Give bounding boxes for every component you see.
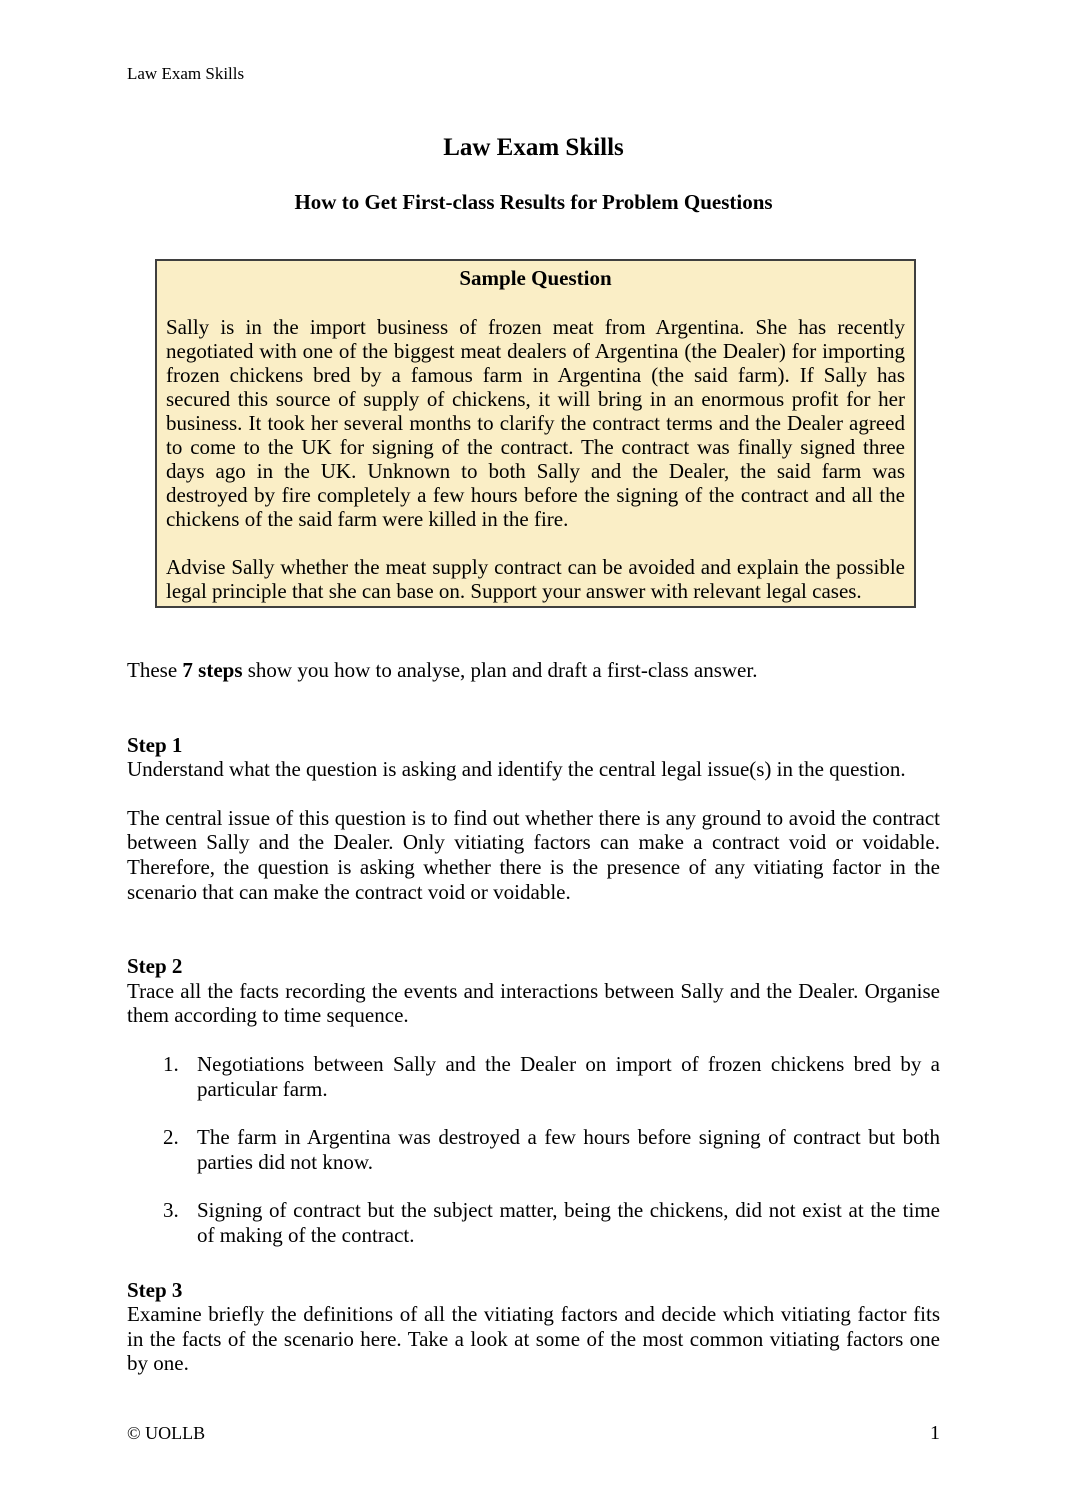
sample-question-body: Sally is in the import business of frozen meat from Argentina. She has recently negotiated with one of the biggest meat dealers of Argentina (the Dealer) for importing frozen chickens bred by a famous farm in Argentina (the said farm). If Sally has secured this source of supply of chickens, it will bring in an enormous profit for her business. It took her several months to clarify the contract terms and the Dealer agreed to come to the UK for signing of the contract. The contract was finally signed three days ago in the UK. Unknown to both Sally and the Dealer, the said farm was destroyed by fire completely a few hours before the signing of the contract and all the chickens of the said farm were killed in the fire. xyxy=(166,315,905,531)
list-item-3-text: Signing of contract but the subject matter, being the chickens, did not exist at the time of making of the contract. xyxy=(197,1198,940,1247)
page-title: Law Exam Skills xyxy=(443,134,624,161)
list-item-1-number: 1. xyxy=(163,1051,179,1076)
page-footer xyxy=(127,1422,940,1445)
step-2-section xyxy=(127,954,940,1028)
step-3-description: Examine briefly the definitions of all the vitiating factors and decide which vitiating factor fits in the facts of the scenario here. Take a look at some of the most common vitiating factors one by one. xyxy=(127,1302,940,1376)
page-subtitle: How to Get First-class Results for Problem Questions xyxy=(294,190,773,214)
step-1-description: Understand what the question is asking and identify the central legal issue(s) in the question. xyxy=(127,757,906,782)
step-3-section xyxy=(127,1278,940,1376)
step-2-description: Trace all the facts recording the events and interactions between Sally and the Dealer. Organise them according to time sequence. xyxy=(127,978,940,1028)
intro-suffix: show you how to analyse, plan and draft a first-class answer. xyxy=(242,658,758,682)
step-1-analysis: The central issue of this question is to find out whether there is any ground to avoid the contract between Sally and the Dealer. Only vitiating factors can make a contract void or voidable. Therefore, the question is asking whether there is the presence of any vitiating factor in the scenario that can make the contract void or voidable. xyxy=(127,805,940,904)
running-header: Law Exam Skills xyxy=(127,64,245,83)
intro-prefix: These xyxy=(127,658,183,682)
intro-text xyxy=(127,658,940,683)
list-item-1 xyxy=(127,1052,940,1101)
list-item-3-number: 3. xyxy=(163,1198,179,1223)
sample-question-box xyxy=(155,259,916,608)
copyright-notice: © UOLLB xyxy=(127,1423,206,1443)
page-number: 1 xyxy=(930,1422,940,1444)
step-1-label: Step 1 xyxy=(127,732,183,757)
step-2-label: Step 2 xyxy=(127,954,183,979)
list-item-2 xyxy=(127,1125,940,1174)
list-item-2-number: 2. xyxy=(163,1125,179,1150)
intro-bold-7-steps: 7 steps xyxy=(182,658,243,682)
sample-question-heading: Sample Question xyxy=(459,266,612,290)
sample-question-task: Advise Sally whether the meat supply contract can be avoided and explain the possible legal principle that she can base on. Support your answer with relevant legal cases. xyxy=(166,555,905,603)
list-item-2-text: The farm in Argentina was destroyed a few hours before signing of contract but both parties did not know. xyxy=(197,1125,940,1174)
list-item-1-text: Negotiations between Sally and the Dealer on import of frozen chickens bred by a particular farm. xyxy=(197,1051,940,1101)
step-3-label: Step 3 xyxy=(127,1277,183,1302)
step-1-section xyxy=(127,733,940,782)
list-item-3 xyxy=(127,1198,940,1247)
